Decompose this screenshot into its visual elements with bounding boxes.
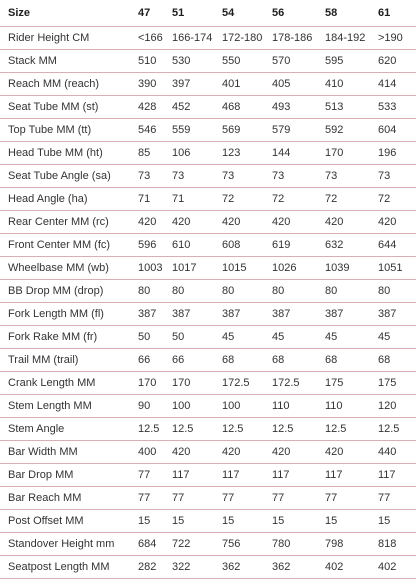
table-cell: 68	[375, 349, 416, 372]
table-cell: 387	[169, 303, 219, 326]
table-cell: 387	[322, 303, 375, 326]
table-cell: 45	[219, 326, 269, 349]
table-cell: 420	[375, 211, 416, 234]
table-cell: 595	[322, 50, 375, 73]
table-cell: 77	[135, 464, 169, 487]
table-cell: 73	[135, 165, 169, 188]
table-row	[0, 395, 416, 418]
table-cell: 166-174	[169, 27, 219, 50]
table-cell: 493	[269, 96, 322, 119]
table-cell: 12.5	[169, 418, 219, 441]
table-cell: 80	[135, 280, 169, 303]
table-cell: 15	[269, 510, 322, 533]
table-cell: 77	[135, 487, 169, 510]
table-cell: 420	[269, 211, 322, 234]
table-cell: 420	[219, 441, 269, 464]
table-cell: 50	[135, 326, 169, 349]
table-cell: 170	[322, 142, 375, 165]
table-row	[0, 211, 416, 234]
row-label: Head Angle (ha)	[0, 188, 135, 211]
table-row	[0, 165, 416, 188]
table-cell: 420	[219, 211, 269, 234]
table-cell: 1015	[219, 257, 269, 280]
table-cell: 80	[375, 280, 416, 303]
table-cell: 71	[135, 188, 169, 211]
table-cell: 15	[322, 510, 375, 533]
table-cell: 80	[269, 280, 322, 303]
table-cell: 77	[375, 487, 416, 510]
table-cell: 452	[169, 96, 219, 119]
table-cell: 73	[269, 165, 322, 188]
table-cell: 420	[135, 211, 169, 234]
table-cell: 45	[375, 326, 416, 349]
table-row	[0, 372, 416, 395]
table-cell: 172.5	[269, 372, 322, 395]
table-cell: 15	[219, 510, 269, 533]
table-cell: 282	[135, 556, 169, 579]
table-cell: 1039	[322, 257, 375, 280]
geometry-table-header	[0, 0, 416, 27]
table-row	[0, 487, 416, 510]
row-label: Fork Rake MM (fr)	[0, 326, 135, 349]
table-cell: 50	[169, 326, 219, 349]
table-cell: 106	[169, 142, 219, 165]
table-row	[0, 533, 416, 556]
table-row	[0, 50, 416, 73]
table-row	[0, 280, 416, 303]
row-label: Bar Reach MM	[0, 487, 135, 510]
row-label: Top Tube MM (tt)	[0, 119, 135, 142]
table-cell: 387	[269, 303, 322, 326]
table-cell: 73	[322, 165, 375, 188]
table-cell: 559	[169, 119, 219, 142]
table-cell: 71	[169, 188, 219, 211]
table-cell: 468	[219, 96, 269, 119]
table-cell: >190	[375, 27, 416, 50]
table-row	[0, 464, 416, 487]
table-cell: 722	[169, 533, 219, 556]
table-cell: 402	[322, 556, 375, 579]
header-size-54: 54	[219, 0, 269, 27]
table-cell: 1026	[269, 257, 322, 280]
table-cell: 818	[375, 533, 416, 556]
table-cell: 322	[169, 556, 219, 579]
row-label: Stack MM	[0, 50, 135, 73]
table-cell: 798	[322, 533, 375, 556]
table-cell: 12.5	[219, 418, 269, 441]
table-cell: 620	[375, 50, 416, 73]
table-row	[0, 349, 416, 372]
table-row	[0, 234, 416, 257]
header-size: Size	[0, 0, 135, 27]
table-cell: 178-186	[269, 27, 322, 50]
table-cell: 170	[169, 372, 219, 395]
table-cell: 1051	[375, 257, 416, 280]
table-cell: 530	[169, 50, 219, 73]
row-label: Reach MM (reach)	[0, 73, 135, 96]
table-cell: 45	[269, 326, 322, 349]
table-cell: 85	[135, 142, 169, 165]
table-row	[0, 441, 416, 464]
table-cell: 110	[269, 395, 322, 418]
table-cell: 196	[375, 142, 416, 165]
table-row	[0, 27, 416, 50]
table-cell: 428	[135, 96, 169, 119]
table-row	[0, 418, 416, 441]
table-cell: 72	[219, 188, 269, 211]
row-label: Front Center MM (fc)	[0, 234, 135, 257]
table-cell: 12.5	[269, 418, 322, 441]
table-row	[0, 303, 416, 326]
table-cell: 117	[219, 464, 269, 487]
table-cell: 45	[322, 326, 375, 349]
header-size-61: 61	[375, 0, 416, 27]
table-cell: 15	[375, 510, 416, 533]
table-row	[0, 326, 416, 349]
table-row	[0, 73, 416, 96]
table-cell: 410	[322, 73, 375, 96]
table-row	[0, 96, 416, 119]
table-cell: 110	[322, 395, 375, 418]
table-cell: 12.5	[375, 418, 416, 441]
table-cell: 604	[375, 119, 416, 142]
table-cell: 80	[169, 280, 219, 303]
table-cell: 756	[219, 533, 269, 556]
table-cell: 420	[169, 211, 219, 234]
table-cell: 570	[269, 50, 322, 73]
row-label: Crank Length MM	[0, 372, 135, 395]
row-label: Wheelbase MM (wb)	[0, 257, 135, 280]
row-label: Seat Tube Angle (sa)	[0, 165, 135, 188]
table-cell: 440	[375, 441, 416, 464]
table-cell: 73	[375, 165, 416, 188]
table-cell: 184-192	[322, 27, 375, 50]
table-cell: 100	[219, 395, 269, 418]
table-cell: 592	[322, 119, 375, 142]
table-cell: 120	[375, 395, 416, 418]
row-label: Stem Angle	[0, 418, 135, 441]
table-cell: 400	[135, 441, 169, 464]
table-cell: 387	[219, 303, 269, 326]
table-cell: 397	[169, 73, 219, 96]
table-row	[0, 257, 416, 280]
table-cell: 546	[135, 119, 169, 142]
table-cell: 12.5	[322, 418, 375, 441]
table-cell: 414	[375, 73, 416, 96]
table-cell: 117	[269, 464, 322, 487]
table-row	[0, 556, 416, 579]
table-cell: 402	[375, 556, 416, 579]
table-cell: 387	[135, 303, 169, 326]
table-cell: 68	[269, 349, 322, 372]
table-cell: 77	[269, 487, 322, 510]
table-cell: 77	[169, 487, 219, 510]
table-cell: 117	[322, 464, 375, 487]
table-cell: 90	[135, 395, 169, 418]
table-cell: 68	[219, 349, 269, 372]
table-cell: 72	[269, 188, 322, 211]
table-row	[0, 119, 416, 142]
table-cell: 72	[322, 188, 375, 211]
table-cell: 420	[169, 441, 219, 464]
table-cell: 73	[169, 165, 219, 188]
table-cell: 73	[219, 165, 269, 188]
header-row	[0, 0, 416, 27]
table-cell: 569	[219, 119, 269, 142]
table-cell: 780	[269, 533, 322, 556]
table-cell: 596	[135, 234, 169, 257]
table-cell: 72	[375, 188, 416, 211]
table-cell: 387	[375, 303, 416, 326]
header-size-58: 58	[322, 0, 375, 27]
table-cell: 66	[169, 349, 219, 372]
table-cell: 175	[375, 372, 416, 395]
table-cell: 420	[322, 211, 375, 234]
row-label: BB Drop MM (drop)	[0, 280, 135, 303]
table-cell: 80	[219, 280, 269, 303]
table-cell: 579	[269, 119, 322, 142]
table-cell: 632	[322, 234, 375, 257]
table-cell: 608	[219, 234, 269, 257]
table-cell: 610	[169, 234, 219, 257]
row-label: Rider Height CM	[0, 27, 135, 50]
table-cell: 117	[169, 464, 219, 487]
table-cell: 175	[322, 372, 375, 395]
table-cell: 80	[322, 280, 375, 303]
table-cell: 420	[269, 441, 322, 464]
table-cell: 550	[219, 50, 269, 73]
table-cell: 77	[219, 487, 269, 510]
table-cell: 401	[219, 73, 269, 96]
row-label: Bar Drop MM	[0, 464, 135, 487]
row-label: Fork Length MM (fl)	[0, 303, 135, 326]
table-cell: 420	[322, 441, 375, 464]
table-cell: 533	[375, 96, 416, 119]
table-cell: <166	[135, 27, 169, 50]
row-label: Trail MM (trail)	[0, 349, 135, 372]
table-cell: 77	[322, 487, 375, 510]
header-size-47: 47	[135, 0, 169, 27]
row-label: Standover Height mm	[0, 533, 135, 556]
table-cell: 100	[169, 395, 219, 418]
row-label: Head Tube MM (ht)	[0, 142, 135, 165]
row-label: Bar Width MM	[0, 441, 135, 464]
table-cell: 170	[135, 372, 169, 395]
table-row	[0, 188, 416, 211]
table-cell: 362	[269, 556, 322, 579]
table-cell: 513	[322, 96, 375, 119]
row-label: Seatpost Length MM	[0, 556, 135, 579]
table-cell: 619	[269, 234, 322, 257]
row-label: Rear Center MM (rc)	[0, 211, 135, 234]
table-cell: 362	[219, 556, 269, 579]
table-cell: 172.5	[219, 372, 269, 395]
table-cell: 172-180	[219, 27, 269, 50]
header-size-56: 56	[269, 0, 322, 27]
table-cell: 66	[135, 349, 169, 372]
table-cell: 405	[269, 73, 322, 96]
table-cell: 123	[219, 142, 269, 165]
table-cell: 1003	[135, 257, 169, 280]
table-row	[0, 142, 416, 165]
table-cell: 15	[135, 510, 169, 533]
header-size-51: 51	[169, 0, 219, 27]
row-label: Seat Tube MM (st)	[0, 96, 135, 119]
table-cell: 117	[375, 464, 416, 487]
table-cell: 510	[135, 50, 169, 73]
table-cell: 12.5	[135, 418, 169, 441]
table-cell: 684	[135, 533, 169, 556]
table-cell: 68	[322, 349, 375, 372]
row-label: Post Offset MM	[0, 510, 135, 533]
table-cell: 15	[169, 510, 219, 533]
table-cell: 644	[375, 234, 416, 257]
table-row	[0, 510, 416, 533]
table-cell: 144	[269, 142, 322, 165]
table-cell: 1017	[169, 257, 219, 280]
table-cell: 390	[135, 73, 169, 96]
geometry-table-body	[0, 27, 416, 579]
row-label: Stem Length MM	[0, 395, 135, 418]
